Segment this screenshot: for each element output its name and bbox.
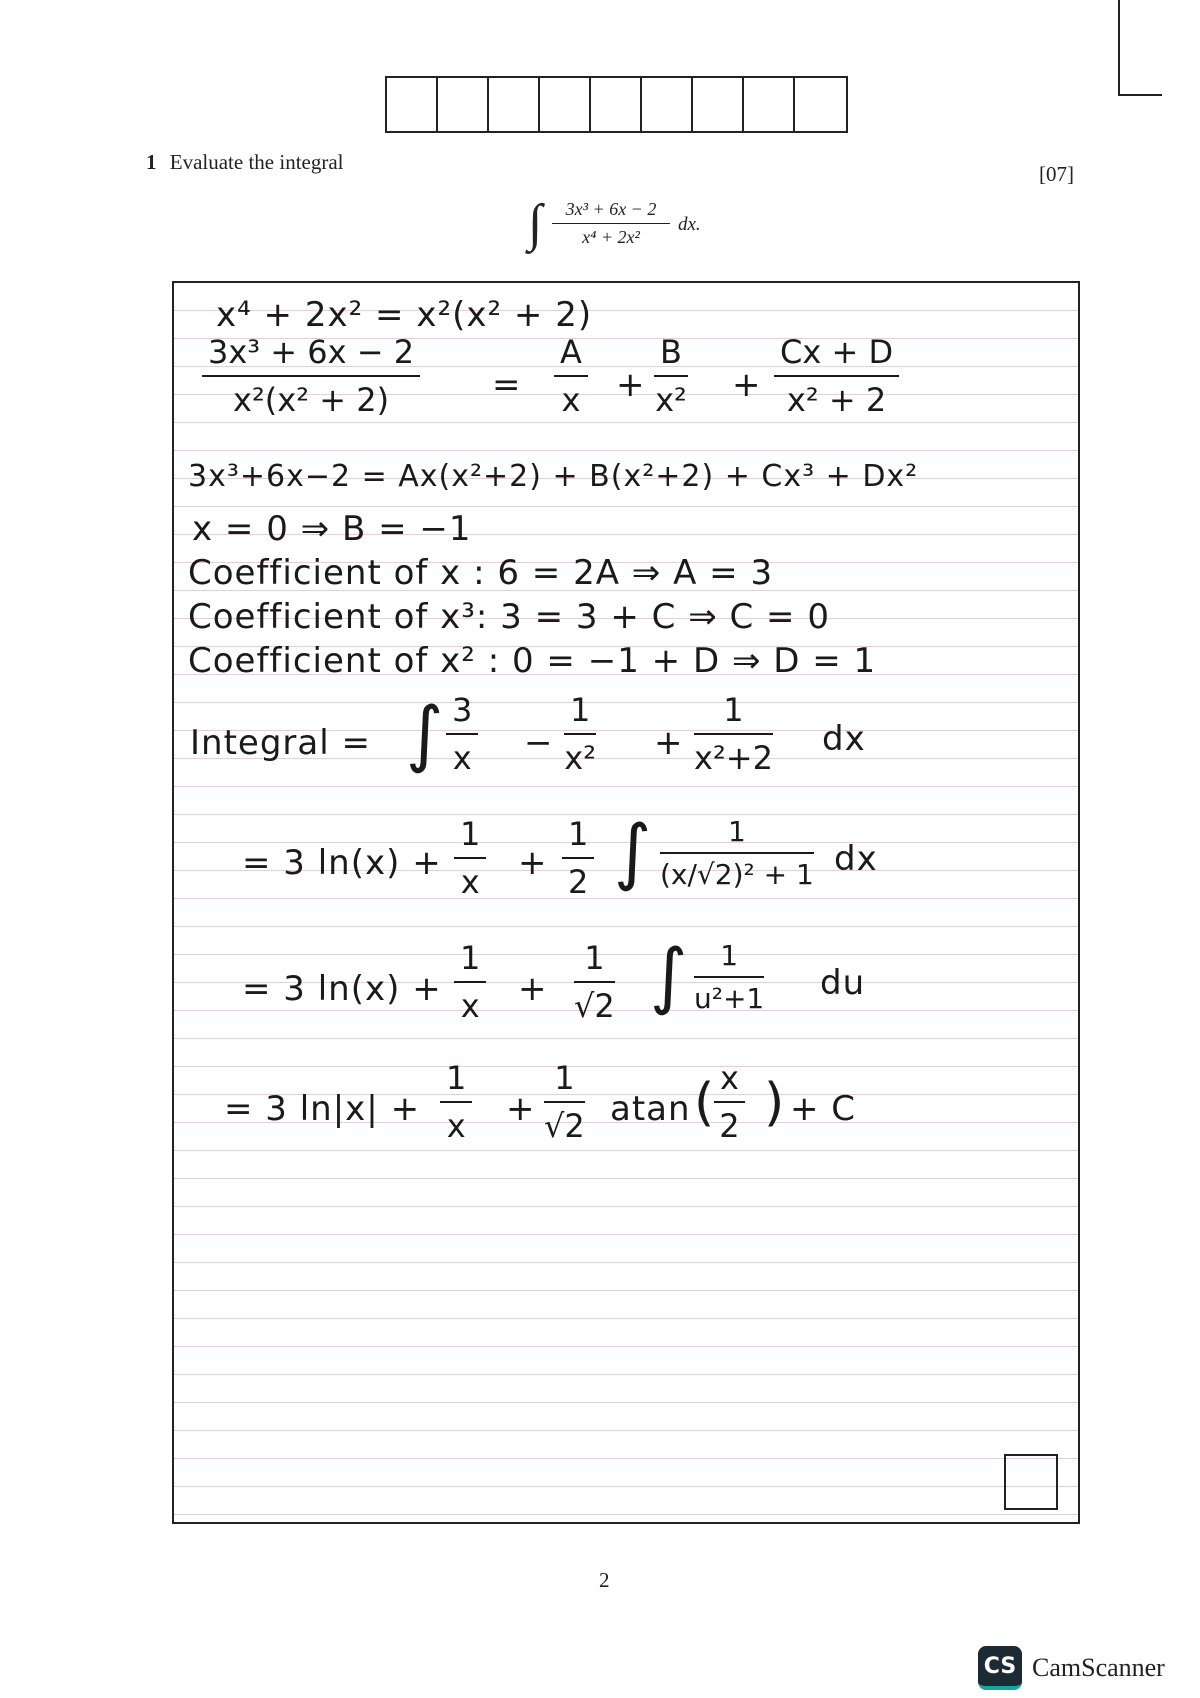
step2-term-2 (562, 815, 594, 901)
step3-du: du (820, 963, 866, 1003)
term-numerator: 1 (544, 1059, 585, 1103)
term-numerator: 1 (574, 939, 615, 983)
id-box (540, 78, 591, 131)
corner-mark (1118, 0, 1162, 96)
term-numerator: 1 (660, 815, 814, 854)
term-denominator: u²+1 (694, 982, 765, 1015)
integral-formula (528, 196, 738, 262)
step4-close-paren: ) (764, 1073, 786, 1133)
pf-lhs-denominator: x²(x² + 2) (233, 381, 390, 419)
term-denominator: √2 (574, 987, 615, 1025)
pf-plus-2: + (732, 365, 762, 405)
pf-C-denominator: x² + 2 (786, 381, 887, 419)
step2-term-3 (660, 815, 814, 891)
question-marks: [07] (1039, 162, 1074, 186)
id-box (591, 78, 642, 131)
id-box (642, 78, 693, 131)
term-numerator: 1 (454, 815, 486, 859)
step4-plus: + (506, 1089, 536, 1129)
id-box (744, 78, 795, 131)
pf-B (654, 333, 688, 419)
integrand-denominator: x⁴ + 2x² (582, 227, 640, 247)
integral-sign: ∫ (406, 691, 445, 775)
integral-plus: + (654, 723, 684, 763)
marking-box (1004, 1454, 1058, 1510)
identity-line: 3x³+6x−2 = Ax(x²+2) + B(x²+2) + Cx³ + Dx² (188, 459, 919, 494)
term-numerator: 1 (440, 1059, 472, 1103)
integrand-differential: dx. (678, 214, 701, 235)
step4-term-1 (440, 1059, 472, 1145)
coefficient-x-line: Coefficient of x : 6 = 2A ⇒ A = 3 (188, 553, 774, 593)
step2-integral-sign: ∫ (614, 809, 653, 893)
term-numerator: 1 (562, 815, 594, 859)
integral-label: Integral = (190, 723, 371, 763)
step4-lead: = 3 ln|x| + (224, 1089, 421, 1129)
pf-lhs (202, 333, 420, 419)
term-denominator: √2 (544, 1107, 585, 1145)
pf-A-denominator: x (561, 381, 581, 419)
coefficient-x3-line: Coefficient of x³: 3 = 3 + C ⇒ C = 0 (188, 597, 830, 637)
pf-equals: = (492, 365, 522, 405)
term-numerator: 3 (446, 691, 478, 735)
integral-term-3 (694, 691, 773, 777)
step3-integral-sign: ∫ (650, 933, 689, 1017)
step3-lead: = 3 ln(x) + (242, 969, 442, 1009)
step4-open-paren: ( (694, 1073, 716, 1133)
term-denominator: x (460, 863, 480, 901)
step2-plus: + (518, 843, 548, 883)
id-box (438, 78, 489, 131)
integrand-fraction (552, 199, 670, 248)
pf-C-numerator: Cx + D (774, 333, 899, 377)
camscanner-watermark (978, 1646, 1165, 1690)
pf-A-numerator: A (554, 333, 588, 377)
term-denominator: x²+2 (694, 739, 773, 777)
integral-sign: ∫ (528, 195, 543, 252)
step3-plus: + (518, 969, 548, 1009)
step4-atan: atan (610, 1089, 691, 1129)
id-box (795, 78, 846, 131)
candidate-number-boxes (385, 76, 848, 133)
question-number: 1 (146, 150, 157, 174)
term-denominator: x (446, 1107, 466, 1145)
question-prompt: Evaluate the integral (169, 150, 344, 174)
pf-lhs-numerator: 3x³ + 6x − 2 (202, 333, 420, 377)
term-denominator: 2 (719, 1107, 740, 1145)
step2-dx: dx (834, 839, 878, 879)
step4-constant: + C (790, 1089, 857, 1129)
id-box (387, 78, 438, 131)
pf-B-numerator: B (654, 333, 688, 377)
question-text (146, 150, 344, 175)
id-box (489, 78, 540, 131)
substitution-line: x = 0 ⇒ B = −1 (192, 509, 472, 549)
term-numerator: 1 (564, 691, 596, 735)
pf-B-denominator: x² (655, 381, 687, 419)
term-numerator: 1 (454, 939, 486, 983)
step2-term-1 (454, 815, 486, 901)
factor-line: x⁴ + 2x² = x²(x² + 2) (216, 295, 593, 335)
integrand-numerator: 3x³ + 6x − 2 (552, 199, 670, 224)
term-denominator: 2 (568, 863, 589, 901)
step3-term-2 (574, 939, 615, 1025)
term-numerator: 1 (694, 691, 773, 735)
step2-lead: = 3 ln(x) + (242, 843, 442, 883)
term-denominator: x² (564, 739, 597, 777)
coefficient-x2-line: Coefficient of x² : 0 = −1 + D ⇒ D = 1 (188, 641, 877, 681)
term-denominator: (x/√2)² + 1 (660, 858, 814, 891)
pf-plus-1: + (616, 365, 646, 405)
pf-C (774, 333, 899, 419)
pf-A (554, 333, 588, 419)
step3-term-1 (454, 939, 486, 1025)
id-box (693, 78, 744, 131)
integral-term-1 (446, 691, 478, 777)
integral-minus: − (524, 723, 554, 763)
step4-term-3 (714, 1059, 745, 1145)
camscanner-logo-icon: CS (978, 1646, 1022, 1690)
page-number: 2 (599, 1568, 610, 1592)
integral-dx: dx (822, 719, 866, 759)
step3-term-3 (694, 939, 764, 1015)
term-numerator: 1 (694, 939, 764, 978)
term-denominator: x (460, 987, 480, 1025)
term-numerator: x (714, 1059, 745, 1103)
term-denominator: x (452, 739, 472, 777)
integral-term-2 (564, 691, 596, 777)
step4-term-2 (544, 1059, 585, 1145)
answer-box (172, 281, 1080, 1524)
camscanner-name: CamScanner (1032, 1653, 1165, 1682)
